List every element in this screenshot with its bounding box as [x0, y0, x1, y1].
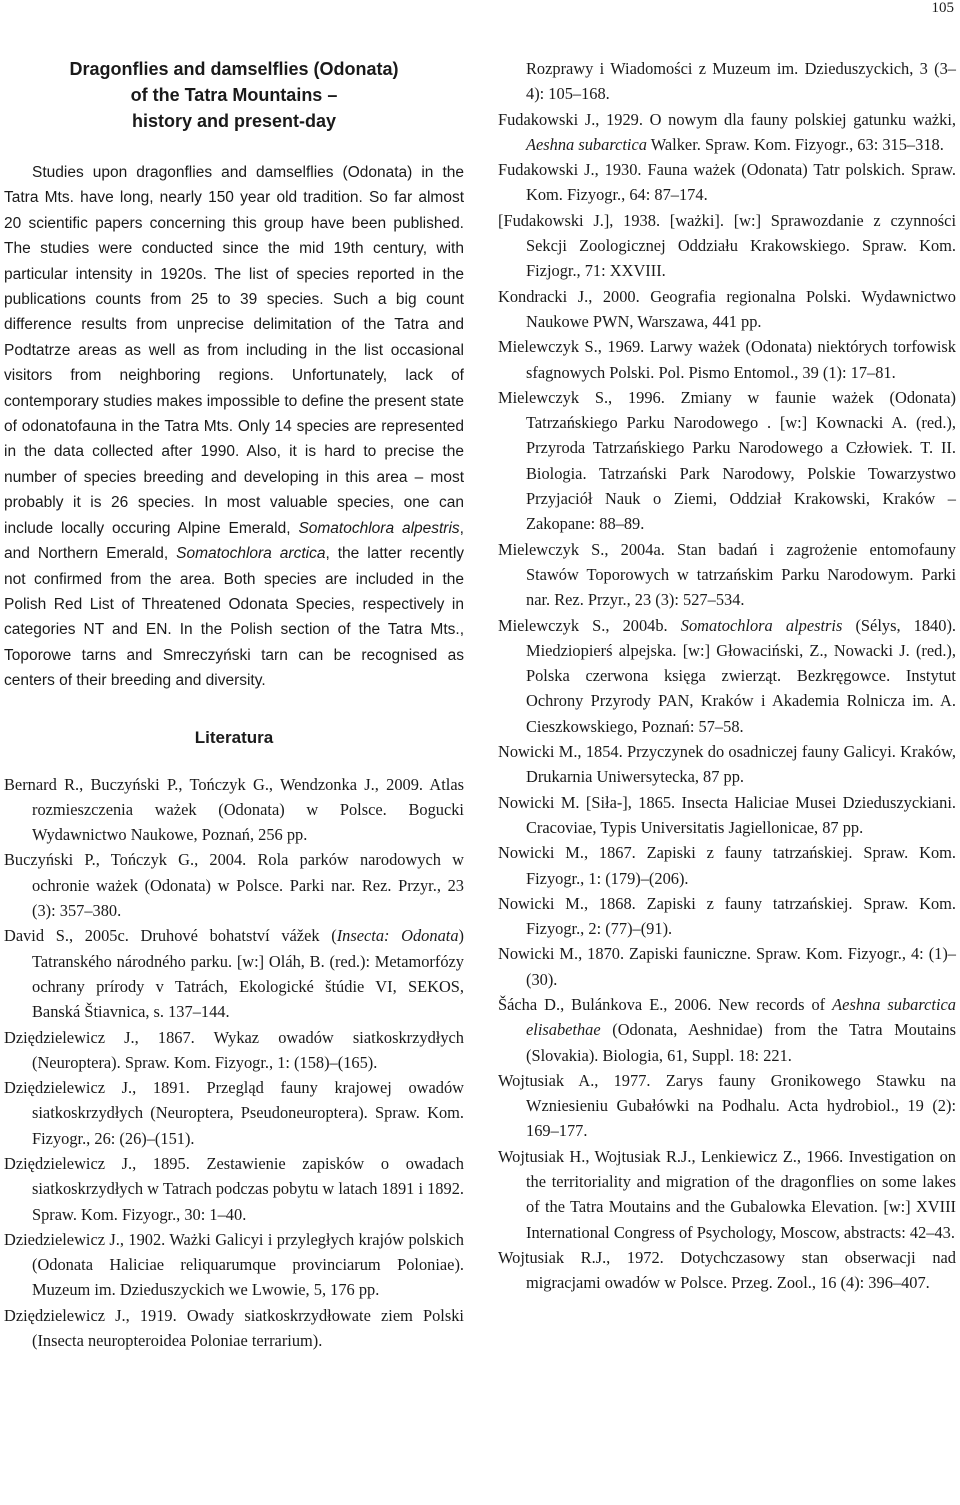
- reference-entry: [4, 772, 464, 848]
- reference-entry: [498, 208, 956, 284]
- title-line-3: history and present-day: [131, 111, 337, 131]
- reference-entry: [4, 1025, 464, 1076]
- reference-text: Nowicki M., 1854. Przyczynek do osadniczej fauny Galicyi. Kraków, Drukarnia Uniwersytecka, 87 pp.: [498, 742, 956, 787]
- reference-list-right: [498, 56, 956, 1296]
- reference-text: Rozprawy i Wiadomości z Muzeum im. Dzieduszyckich, 3 (3–4): 105–168.: [526, 59, 956, 104]
- reference-text: Wojtusiak H., Wojtusiak R.J., Lenkiewicz Z., 1966. Investigation on the territoriality and migration of the dragonflies on some lakes of the Tatra Moutains and the Gubalowka Elevation. [w:] XVIII International Congress of Psychology, Moscow, abstracts: 42–43.: [498, 1146, 956, 1242]
- title-line-2: of the Tatra Mountains –: [130, 85, 338, 105]
- reference-text: Mielewczyk S., 2004a. Stan badań i zagrożenie entomofauny Stawów Toporowych w tatrzańskim Parku Narodowym. Parki nar. Rez. Przyr., 23 (3): 527–534.: [498, 539, 956, 610]
- reference-entry: [498, 1144, 956, 1245]
- reference-text: [Fudakowski J.], 1938. [ważki]. [w:] Sprawozdanie z czynności Sekcji Zoologicznej Oddziału Krakowskiego. Spraw. Kom. Fizjogr., 71: XXVIII.: [498, 210, 956, 281]
- reference-text: Dzięǳielewicz J., 1867. Wykaz owadów siatkoskrzydłych (Neuroptera). Spraw. Kom. Fizyogr., 1: (158)–(165).: [4, 1027, 464, 1072]
- reference-entry: [498, 739, 956, 790]
- reference-text: Kondracki J., 2000. Geografia regionalna Polski. Wydawnictwo Naukowe PWN, Warszawa, 441 pp.: [498, 286, 956, 331]
- reference-text: David S., 2005c. Druhové bohatství vážek (: [4, 926, 337, 946]
- reference-text: Bernard R., Buczyński P., Tończyk G., Wendzonka J., 2009. Atlas rozmieszczenia ważek (Odonata) w Polsce. Bogucki Wydawnictwo Naukowe, Poznań, 256 pp.: [4, 774, 464, 845]
- reference-entry: [498, 790, 956, 841]
- abstract-text-2: , and Northern Emerald,: [4, 519, 464, 563]
- reference-text: Nowicki M. [Siła-], 1865. Insecta Haliciae Musei Dzieduszyckiani. Cracoviae, Typis Universitatis Jagiellonicae, 87 pp.: [498, 792, 956, 837]
- reference-entry: [4, 1075, 464, 1151]
- reference-text: Dzięǳielewicz J., 1895. Zestawienie zapisków o owadach siatkoskrzydłych w Tatrach podczas pobytu w latach 1891 i 1892. Spraw. Kom. Fizyogr., 30: 1–40.: [4, 1153, 464, 1224]
- reference-entry: [498, 992, 956, 1068]
- reference-text: Wojtusiak A., 1977. Zarys fauny Gronikowego Stawku na Wzniesieniu Gubałówki na Podhalu. Acta hydrobiol., 19 (2): 169–177.: [498, 1070, 956, 1141]
- reference-entry: [4, 1227, 464, 1303]
- reference-text: Fudakowski J., 1930. Fauna ważek (Odonata) Tatr polskich. Spraw. Kom. Fizyogr., 64: 87–174.: [498, 160, 956, 205]
- reference-text: Wojtusiak R.J., 1972. Dotychczasowy stan obserwacji nad migracjami owadów w Polsce. Przeg. Zool., 16 (4): 396–407.: [498, 1247, 956, 1293]
- reference-text: (Sélys, 1840). Miedziopierś alpejska. [w:] Głowaciński, Z., Nowacki J. (red.), Polska czerwona księga zwierząt. Bezkręgowce. Instytut Ochrony Przyrody PAN, Kraków i Akademia Rolnicza im. A. Cieszkowskiego, Poznań: 57–58.: [526, 615, 957, 736]
- abstract: [4, 160, 464, 694]
- reference-entry: [498, 1245, 956, 1296]
- title-line-1: Dragonflies and damselflies (Odonata): [69, 59, 399, 79]
- reference-entry: [498, 385, 956, 537]
- abstract-text-3: , the latter recently not confirmed from the area. Both species are included in the Polish Red List of Threatened Odonata Species, respectively in categories NT and EN. In the Polish section of the Tatra Mts., Toporowe tarns and Smreczyński tarn can be recognised as centers of their breeding and diversity.: [4, 545, 465, 690]
- reference-entry: [4, 923, 464, 1024]
- left-column: [4, 56, 464, 1353]
- reference-text: Nowicki M., 1867. Zapiski z fauny tatrzańskiej. Spraw. Kom. Fizyogr., 1: (179)–(206).: [498, 843, 956, 888]
- page-number: 105: [931, 0, 954, 16]
- reference-text: Mielewczyk S., 1996. Zmiany w faunie ważek (Odonata) Tatrzańskiego Parku Narodowego . [w:] Kownacki A. (red.), Przyroda Tatrzańskiego Parku Narodowego a Człowiek. T. II. Biologia. Tatrzański Park Narodowy, Polskie Towarzystwo Przyjaciół Nauk o Ziemi, Oddział Krakowski, Kraków – Zakopane: 88–89.: [498, 387, 956, 534]
- right-column: [498, 56, 956, 1296]
- reference-text: Mielewczyk S., 2004b.: [498, 615, 681, 635]
- reference-entry: [498, 941, 956, 992]
- reference-italic-text: Aeshna subarctica: [526, 134, 647, 154]
- reference-italic-text: Insecta: Odonata: [336, 926, 459, 946]
- reference-entry: [498, 56, 956, 107]
- reference-text: Buczyński P., Tończyk G., 2004. Rola parków narodowych w ochronie ważek (Odonata) w Polsce. Parki nar. Rez. Przyr., 23 (3): 357–380.: [4, 850, 464, 921]
- reference-text: Nowicki M., 1868. Zapiski z fauny tatrzańskiej. Spraw. Kom. Fizyogr., 2: (77)–(91).: [498, 893, 956, 939]
- reference-text: Walker. Spraw. Kom. Fizyogr., 63: 315–318.: [646, 134, 944, 154]
- reference-text: Šácha D., Bulánkova E., 2006. New records of: [498, 994, 833, 1014]
- reference-italic-text: Somatochlora alpestris: [680, 615, 843, 635]
- reference-entry: [498, 334, 956, 385]
- reference-text: Mielewczyk S., 1969. Larwy ważek (Odonata) niektórych torfowisk sfagnowych Polski. Pol. Pismo Entomol., 39 (1): 17–81.: [498, 337, 956, 382]
- reference-entry: [498, 284, 956, 335]
- reference-entry: [4, 1151, 464, 1227]
- reference-text: Fudakowski J., 1929. O nowym dla fauny polskiej gatunku ważki,: [498, 109, 956, 129]
- reference-entry: [4, 1303, 464, 1354]
- abstract-species-2: Somatochlora arctica: [176, 545, 326, 563]
- reference-list-left: [4, 772, 464, 1354]
- reference-text: (Odonata, Aeshnidae) from the Tatra Moutains (Slovakia). Biologia, 61, Suppl. 18: 221.: [526, 1020, 956, 1065]
- reference-text: Dziedzielewicz J., 1902. Ważki Galicyi i przyległych krajów polskich (Odonata Haliciae reliquarumque provinciarum Poloniae). Muzeum im. Dzieduszyckich we Lwowie, 5, 176 pp.: [4, 1229, 464, 1300]
- abstract-species-1: Somatochlora alpestris: [298, 519, 460, 537]
- abstract-text-1: Studies upon dragonflies and damselflies (Odonata) in the Tatra Mts. have long, nearly 150 year old tradition. So far almost 20 scientific papers concerning this group have been published. The studies were conducted since the mid 19th century, with particular intensity in 1920s. The list of species reported in the publications counts from 25 to 39 species. Such a big count difference results from unprecise delimitation of the Tatra and Podtatrze areas as well as from including in the list occasional visitors from neighboring regions. Unfortunately, lack of contemporary studies makes impossible to define the present state of odonatofauna in the Tatra Mts. Only 14 species are represented in the data collected after 1990. Also, it is hard to precise the number of species breeding and developing in this area – most probably it is 26 species. In most valuable species, one can include locally occuring Alpine Emerald,: [4, 164, 464, 537]
- reference-entry: [498, 1068, 956, 1144]
- section-heading-literatura: Literatura: [194, 727, 274, 747]
- reference-entry: [4, 847, 464, 923]
- reference-entry: [498, 613, 956, 739]
- reference-entry: [498, 840, 956, 891]
- article-title: [4, 56, 464, 134]
- reference-entry: [498, 537, 956, 613]
- reference-entry: [498, 891, 956, 942]
- reference-text: Nowicki M., 1870. Zapiski fauniczne. Spraw. Kom. Fizyogr., 4: (1)–(30).: [498, 944, 956, 989]
- reference-italic-text: Aeshna subarctica elisabethae: [526, 994, 957, 1040]
- reference-entry: [498, 107, 956, 158]
- reference-text: ) Tatranského národného parku. [w:] Oláh, B. (red.): Metamorfózy ochrany prírody v Tatrách, Ekologické štúdie VI, SEKOS, Banská Štiavnica, s. 137–144.: [32, 926, 464, 1022]
- reference-text: Dzięǳielewicz J., 1891. Przegląd fauny krajowej owadów siatkoskrzydłych (Neuroptera, Pseudoneuroptera). Spraw. Kom. Fizyogr., 26: (26)–(151).: [4, 1078, 464, 1148]
- reference-text: Dzięǳielewicz J., 1919. Owady siatkoskrzydłowate ziem Polski (Insecta neuropteroidea Poloniae terrarium).: [4, 1305, 464, 1351]
- reference-entry: [498, 157, 956, 208]
